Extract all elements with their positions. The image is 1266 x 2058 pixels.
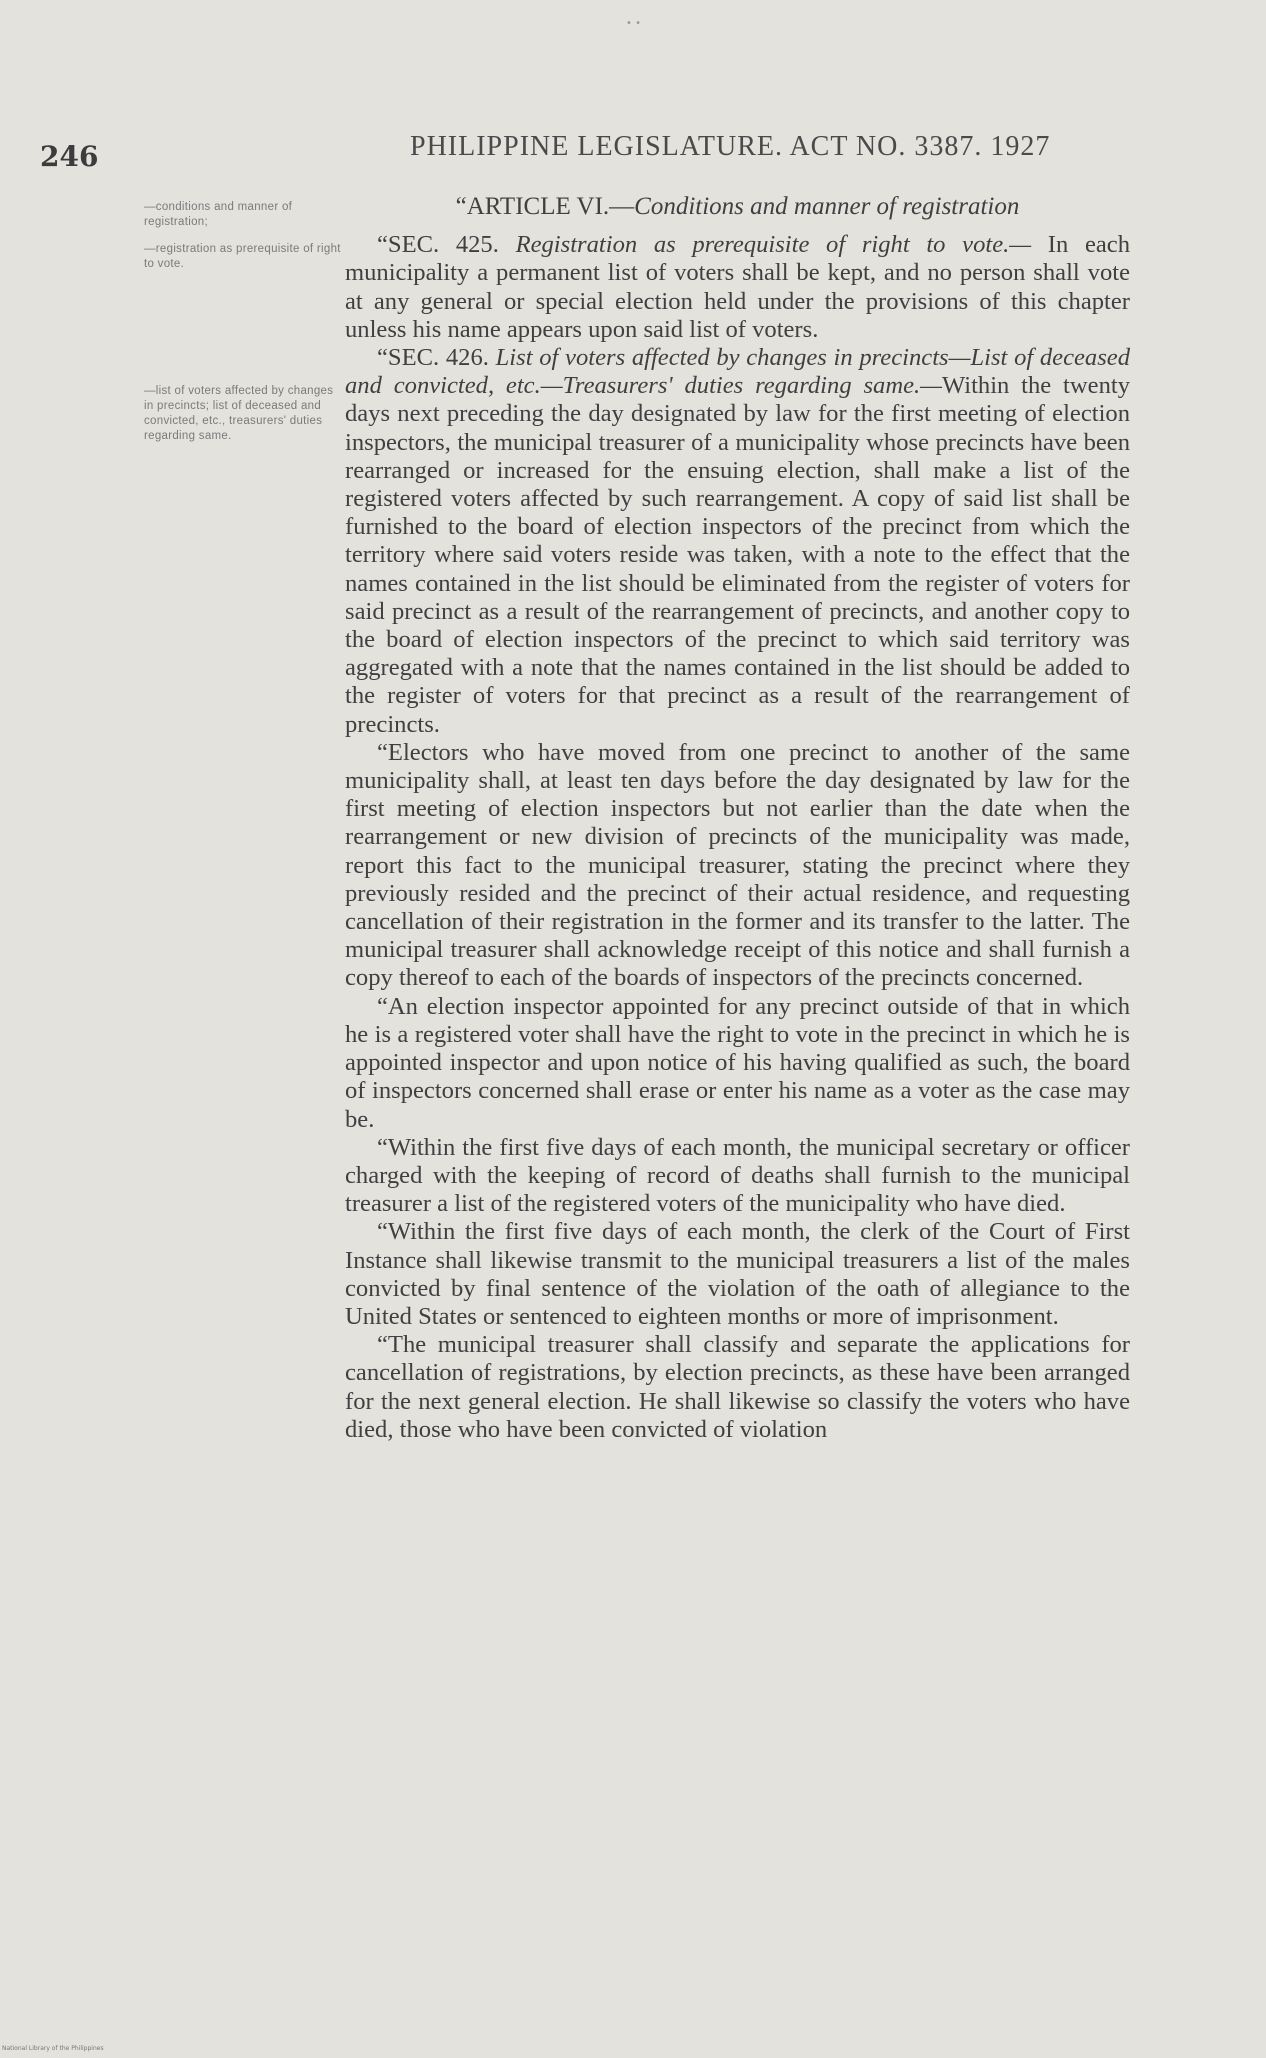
section-426-label: “SEC. 426. <box>377 344 489 372</box>
running-head: PHILIPPINE LEGISLATURE. ACT NO. 3387. 1927 <box>410 131 1051 162</box>
section-425 <box>345 231 1130 344</box>
section-426-text: Within the twenty days next preceding the day designated by law for the first meeting of election inspectors, the municipal treasurer of a municipality whose precincts have been rearranged or increased for the ensuing election, shall make a list of the registered voters affected by such rearrangement. A copy of said list shall be furnished to the board of election inspectors of the precinct from which the territory where said voters reside was taken, with a note to the effect that the names contained in the list should be eliminated from the register of voters for said precinct as a result of the rearrangement of precincts, and another copy to the board of election inspectors of the precinct to which said territory was aggregated with a note that the names contained in the list should be added to the register of voters for that precinct as a result of the rearrangement of precincts. <box>345 372 1130 738</box>
scan-speck: • • <box>626 18 641 29</box>
article-heading-prefix: “ARTICLE VI.— <box>455 193 635 220</box>
margin-note-registration: —registration as prerequisite of right to vote. <box>144 243 341 270</box>
section-425-label: “SEC. 425. <box>377 231 499 259</box>
section-425-title: Registration as prerequisite of right to vote.— <box>515 231 1032 259</box>
paragraph-electors-moved: “Electors who have moved from one precinct to another of the same municipality shall, at least ten days before the day designated by law for the first meeting of election inspectors but not earlier than the date when the rearrangement or new division of precincts of the municipality was made, report this fact to the municipal treasurer, stating the precinct where they previously resided and the precinct of their actual residence, and requesting cancellation of their registration in the former and its transfer to the latter. The municipal treasurer shall acknowledge receipt of this notice and shall furnish a copy thereof to each of the boards of inspectors of the precincts concerned. <box>345 738 1130 992</box>
body-text <box>345 193 1130 1444</box>
section-426-title: List of voters affected by changes in precincts—List of deceased and convicted, etc.—Treasurers' duties regarding same.— <box>345 344 1131 400</box>
paragraph-election-inspector: “An election inspector appointed for any precinct outside of that in which he is a registered voter shall have the right to vote in the precinct in which he is appointed inspector and upon notice of his having qualified as such, the board of inspectors concerned shall erase or enter his name as a voter as the case may be. <box>345 992 1130 1133</box>
footer-credit: National Library of the Philippines <box>2 2045 104 2052</box>
paragraph-deaths-list: “Within the first five days of each month, the municipal secretary or officer charged with the keeping of record of deaths shall furnish to the municipal treasurer a list of the registered voters of the municipality who have died. <box>345 1133 1130 1218</box>
section-426 <box>345 344 1130 739</box>
margin-note-list-of-voters: —list of voters affected by changes in precincts; list of deceased and convicted, etc., treasurers' duties regarding same. <box>144 385 334 442</box>
paragraph-classify: “The municipal treasurer shall classify and separate the applications for cancellation of registrations, by election precincts, as these have been arranged for the next general election. He shall likewise so classify the voters who have died, those who have been convicted of violation <box>345 1331 1130 1443</box>
paragraph-convicted-list: “Within the first five days of each month, the clerk of the Court of First Instance shall likewise transmit to the municipal treasurers a list of the males convicted by final sentence of the violation of the oath of allegiance to the United States or sentenced to eighteen months or more of imprisonment. <box>345 1218 1130 1330</box>
article-heading-title: Conditions and manner of registration <box>634 193 1020 220</box>
page-number: 246 <box>40 140 99 173</box>
section-425-text: In each municipality a permanent list of voters shall be kept, and no person shall vote at any general or special election held under the provisions of this chapter unless his name appears upon said list of voters. <box>345 231 1130 343</box>
article-heading <box>345 193 1130 221</box>
margin-note-conditions: —conditions and manner of registration; <box>144 201 293 228</box>
